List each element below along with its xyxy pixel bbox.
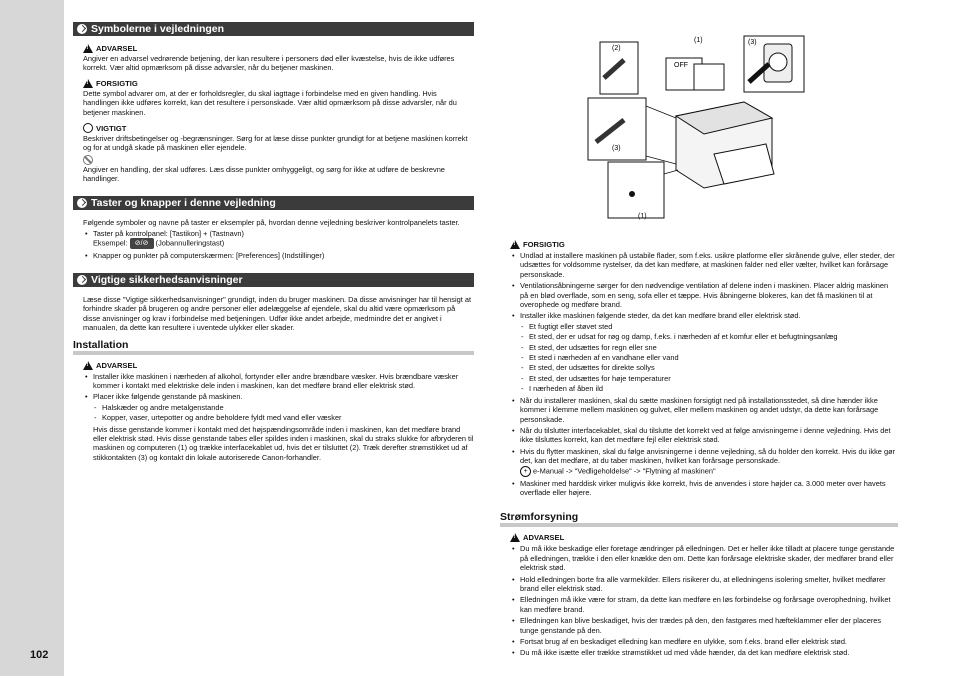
list-item: • Elledningen kan blive beskadiget, hvis der trædes på den, den fastgøres med hæfteklammer eller der placeres tunge genstande på den. (510, 616, 898, 635)
forsigtig-notice: ! FORSIGTIG (510, 240, 898, 249)
list-item: • Du må ikke beskadige eller foretage ændringer på elledningen. Det er heller ikke tilladt at placere tunge genstande på elledningen, trække i den eller knække den om. Dette kan forårsage elektriske skader, der medfører brand eller elektrisk stød. (510, 544, 898, 572)
list-item: - I nærheden af åben ild (520, 384, 898, 393)
advarsel-notice: ! ADVARSEL (510, 533, 898, 542)
off-label: OFF (674, 62, 688, 69)
svg-text:(1): (1) (694, 37, 703, 44)
list-item: • Ventilationsåbningerne sørger for den nødvendige ventilation af delene inden i maskinen. Placer aldrig maskinen på en blød overflade, som en seng, sofa eller et tæppe. Hvis åbningerne blokeres, kan det få maskinen til at overophede og medføre brand. (510, 281, 898, 309)
advarsel-text: Angiver en advarsel vedrørende betjening, der kan resultere i personers død eller kvæstelse, hvis de ikke udføres korrekt. Vær altid opmærksom på disse advarsler, når du betjener maskinen. (83, 54, 455, 73)
section-arrow-icon (77, 198, 87, 208)
outlet-socket-icon (769, 53, 787, 71)
section-arrow-icon (77, 24, 87, 34)
svg-text:(3): (3) (612, 145, 621, 152)
section-bar-safety (73, 273, 474, 287)
list-item: • Når du installerer maskinen, skal du sætte maskinen forsigtigt ned på installationsstedet, så dine hænder ikke kommer i klemme mellem maskinen og gulvet, eller mellem maskinen og andet udstyr, da dette kan forårsage personskade. (510, 396, 898, 424)
prohibited-text: Angiver en handling, der skal udføres. Læs disse punkter omhyggeligt, og sørg for ikke at udføre de beskrevne handlinger. (83, 164, 445, 184)
svg-text:(1): (1) (638, 213, 647, 220)
prohibited-icon (83, 155, 93, 165)
computer-icon (694, 64, 724, 90)
svg-text:(2): (2) (612, 45, 621, 52)
list-item: • Installer ikke maskinen følgende steder, da det kan medføre brand eller elektrisk stød. - Et fugtigt eller støvet sted - Et sted, der er udsat for røg og damp, f.eks. i nærheden af et komfur eller et befugtningsanlæg - Et sted, der udsættes for regn eller sne - Et sted i nærheden af en vandhane eller vand - Et sted, der udsættes for direkte sollys - Et sted, der udsættes for høje temperaturer - I nærheden af åben ild (510, 311, 898, 393)
installation-cautions (510, 251, 898, 497)
page-margin (0, 0, 64, 676)
caution-icon (83, 79, 93, 88)
list-item: - Et fugtigt eller støvet sted (520, 322, 898, 331)
emanual-icon: + (520, 466, 531, 477)
connection-illustration (584, 34, 817, 224)
section-bar-symbols (73, 22, 474, 36)
list-item: - Et sted, der udsættes for regn eller sne (520, 343, 898, 352)
list-item: • Undlad at installere maskinen på ustabile flader, som f.eks. usikre platforme eller skrånende gulve, eller steder, der udsættes for voldsomme rystelser, da det kan medføre, at maskinen falder ned eller vælter, hvilket kan forårsage personskade. (510, 251, 898, 279)
installation-heading: Installation (73, 339, 474, 355)
section-arrow-icon (77, 275, 87, 285)
forsigtig-notice: ! FORSIGTIG (83, 79, 474, 88)
power-warnings (510, 544, 898, 657)
advarsel-notice: ! ADVARSEL (83, 361, 474, 370)
advarsel-notice: ! ADVARSEL (83, 44, 474, 53)
list-item: • Du må ikke isætte eller trække strømstikket ud med våde hænder, da det kan medføre elektrisk stød. (510, 648, 898, 657)
list-item: • Knapper og punkter på computerskærmen: [Preferences] (Indstillinger) (83, 251, 474, 260)
warning-icon (83, 44, 93, 53)
section-bar-keys (73, 196, 474, 210)
keys-intro: Følgende symboler og navne på taster er eksempler på, hvordan denne vejledning beskriver kontrolpanelets taster. (83, 217, 460, 227)
forsigtig-text: Dette symbol advarer om, at der er forholdsregler, du skal iagttage i forbindelse med en given handling. Hvis handlingen ikke udføres korrekt, kan det resultere i personskade. Vær altid opmærksom på disse advarsler, når du betjener maskinen. (83, 88, 457, 117)
callout-box-rear (608, 162, 664, 218)
vigtigt-notice: VIGTIGT (83, 123, 474, 133)
list-item: - Et sted, der udsættes for direkte sollys (520, 363, 898, 372)
list-item: • Installer ikke maskinen i nærheden af alkohol, fortynder eller andre brændbare væsker. Hvis brændbare væsker kommer i kontakt med elektriske dele inden i maskinen, kan det medføre brand eller elektrisk stød. (83, 372, 474, 391)
stop-key-icon: ⊘/⊘ (130, 238, 154, 249)
power-heading: Strømforsyning (500, 511, 898, 527)
vigtigt-text: Beskriver driftsbetingelser og -begrænsninger. Sørg for at læse disse punkter grundigt for at betjene maskinen korrekt og for at undgå skade på maskinen eller ejendele. (83, 134, 468, 153)
caution-icon (510, 240, 520, 249)
section-title: Vigtige sikkerhedsanvisninger (91, 273, 243, 286)
list-item: • Taster på kontrolpanel: [Tastikon] + (Tastnavn) Eksempel: ⊘/⊘ (Jobannulleringstast) (83, 229, 474, 249)
list-item: • Når du tilslutter interfacekablet, skal du tilslutte det korrekt ved at følge anvisningerne i denne vejledning. Hvis det ikke tilsluttes korrekt, kan det medføre fejl eller elektrisk stød. (510, 426, 898, 445)
list-item: - Halskæder og andre metalgenstande (93, 403, 474, 412)
list-item: • Maskiner med harddisk virker muligvis ikke korrekt, hvis de anvendes i store højder ca. 3.000 meter over havets overflade eller højere. (510, 479, 898, 498)
keys-list (83, 229, 474, 261)
section-title: Symbolerne i vejledningen (91, 23, 225, 35)
page-number: 102 (30, 649, 49, 661)
important-icon (83, 123, 93, 133)
warning-icon (510, 533, 520, 542)
installation-warnings (83, 372, 474, 463)
list-item: - Kopper, vaser, urtepotter og andre beholdere fyldt med vand eller væsker (93, 413, 474, 422)
left-column (73, 22, 474, 464)
right-column (500, 238, 898, 660)
list-item: • Hold elledningen borte fra alle varmekilder. Ellers risikerer du, at elledningens isolering smelter, hvilket medfører brand eller elektrisk stød. (510, 575, 898, 594)
list-item: • Fortsat brug af en beskadiget elledning kan medføre en ulykke, som f.eks. brand eller elektrisk stød. (510, 637, 898, 646)
svg-text:(3): (3) (748, 39, 757, 46)
list-item: • Elledningen må ikke være for stram, da dette kan medføre en løs forbindelse og forårsage overophedning, hvilket kan medføre brand. (510, 595, 898, 614)
warning-icon (83, 361, 93, 370)
list-item: - Et sted i nærheden af en vandhane eller vand (520, 353, 898, 362)
list-item: • Hvis du flytter maskinen, skal du følge anvisningerne i denne vejledning, så du holder den korrekt. Hvis du ikke gør det, kan det medføre, at du taber maskinen, hvilket kan forårsage personskade. + e-Manual -> "Vedligeholdelse" -> "Flytning af maskinen" (510, 447, 898, 477)
power-switch-icon (629, 191, 635, 197)
list-item: - Et sted, der udsættes for høje temperaturer (520, 374, 898, 383)
safety-text: Læse disse "Vigtige sikkerhedsanvisninger" grundigt, inden du bruger maskinen. Da disse anvisninger har til hensigt at forhindre skader på brugeren og andre personer eller ødelæggelse af ejendele, skal du altid være opmærksom på disse anvisninger og krav i forbindelse med betjeningen. Udfør ikke andet arbejde, medmindre det er angivet i manualen, da dette kan resultere i uventede ulykker eller skader. (83, 294, 472, 333)
list-item: • Placer ikke følgende genstande på maskinen. - Halskæder og andre metalgenstande - Kopper, vaser, urtepotter og andre beholdere fyldt med vand eller væsker Hvis disse genstande kommer i kontakt med det højspændingsområde inden i maskinen, kan det medføre brand eller elektrisk stød. Hvis disse genstande tabes eller spildes inden i maskinen, skal du straks slukke for afbryderen til maskinen og computeren (1) og trække interfacekablet ud, hvis det er tilsluttet (2). Træk derefter strømstikket ud af stikkontakten (3) og kontakt din lokale autoriserede Canon-forhandler. (83, 392, 474, 462)
section-title: Taster og knapper i denne vejledning (91, 196, 276, 209)
list-item: - Et sted, der er udsat for røg og damp, f.eks. i nærheden af et komfur eller et befugtningsanlæg (520, 332, 898, 341)
